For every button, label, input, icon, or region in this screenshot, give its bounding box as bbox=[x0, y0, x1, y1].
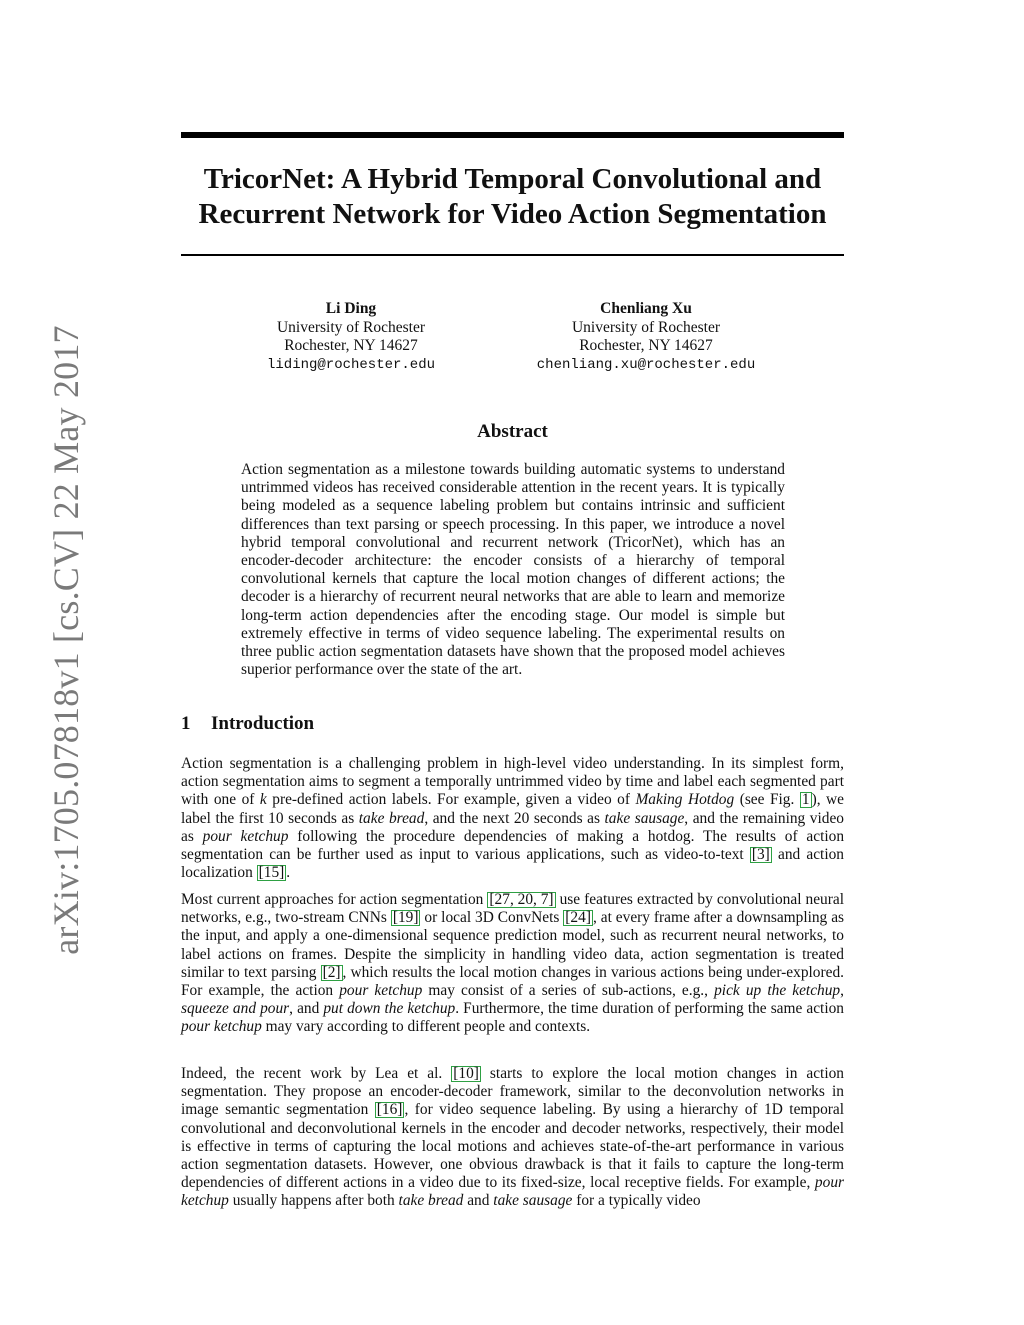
text-run: may consist of a series of sub-actions, e.g., bbox=[422, 982, 715, 1000]
author-block-2 bbox=[496, 300, 796, 374]
math-variable: k bbox=[259, 791, 267, 809]
citation-link[interactable]: [3] bbox=[751, 846, 770, 864]
citation-link[interactable]: [2] bbox=[322, 963, 341, 981]
text-run: for a typically video bbox=[572, 1192, 701, 1210]
author-name: Li Ding bbox=[325, 300, 377, 317]
author-affiliation: University of Rochester bbox=[276, 318, 426, 336]
citation-link[interactable]: [16] bbox=[376, 1101, 403, 1119]
text-run: Most current approaches for action segmentation bbox=[181, 891, 488, 908]
section-title: Introduction bbox=[211, 713, 315, 734]
section-number: 1 bbox=[181, 713, 191, 734]
intro-paragraph-3 bbox=[181, 1065, 844, 1211]
emphasis: pour ketchup bbox=[202, 827, 289, 845]
section-heading-introduction bbox=[181, 713, 314, 735]
title-line-2: Recurrent Network for Video Action Segmentation bbox=[198, 198, 827, 230]
text-run: , for video sequence labeling. By using a hierarchy of 1D temporal convolutional and deconvolutional kernels in the encoder and decoder networks, respectively, their model is effective in terms of capturing the local motions and achieves state-of-the-art performance in various action segmentation datasets. However, one obvious drawback is that it fails to capture the long-term dependencies of different actions in a video due to its fixed-size, local receptive fields. For example, bbox=[181, 1101, 844, 1192]
emphasis: take bread bbox=[358, 809, 425, 827]
citation-link[interactable]: [15] bbox=[258, 864, 285, 882]
title-rule-top bbox=[181, 132, 844, 138]
text-run: and action localization bbox=[181, 846, 844, 882]
text-run: or local 3D ConvNets bbox=[420, 909, 564, 927]
emphasis: Making Hotdog bbox=[635, 791, 735, 809]
emphasis: take sausage bbox=[604, 809, 685, 827]
title-line-1: TricorNet: A Hybrid Temporal Convolutional and bbox=[203, 163, 822, 195]
figure-link[interactable]: 1 bbox=[801, 791, 810, 809]
citation-link[interactable]: [27, 20, 7] bbox=[489, 891, 554, 908]
text-run: usually happens after both bbox=[228, 1192, 399, 1210]
text-run: pre-defined action labels. For example, given a video of bbox=[266, 791, 636, 809]
abstract-heading: Abstract bbox=[477, 421, 548, 442]
emphasis: pour ketchup bbox=[181, 1174, 844, 1210]
arxiv-identifier: arXiv:1705.07818v1 [cs.CV] 22 May 2017 bbox=[46, 325, 86, 955]
citation-link[interactable]: [19] bbox=[392, 909, 419, 927]
text-run: use features extracted by convolutional neural networks, e.g., two-stream CNNs bbox=[181, 891, 844, 927]
text-run: and bbox=[463, 1192, 494, 1210]
author-email[interactable]: liding@rochester.edu bbox=[266, 356, 436, 373]
text-run: Action segmentation is a challenging problem in high-level video understanding. In its simplest form, action segmentation aims to segment a temporally untrimmed video by time and label each segmented part with one of bbox=[181, 755, 844, 809]
emphasis: take sausage bbox=[493, 1192, 573, 1210]
intro-paragraph-2 bbox=[181, 891, 844, 1037]
paper-title bbox=[181, 162, 844, 232]
text-run: , which results the local motion changes in various actions being under-explored. For example, the action bbox=[181, 963, 844, 1000]
citation-link[interactable]: [10] bbox=[453, 1065, 479, 1082]
text-run: Indeed, the recent work by Lea et al. bbox=[181, 1065, 452, 1082]
text-run: . bbox=[286, 864, 291, 882]
text-run: (see Fig. bbox=[734, 791, 800, 809]
citation-link[interactable]: [24] bbox=[565, 909, 591, 927]
title-rule-bottom bbox=[181, 254, 844, 256]
emphasis: pour ketchup bbox=[339, 982, 423, 1000]
text-run: , and bbox=[289, 1000, 324, 1018]
text-run: may vary according to different people and contexts. bbox=[261, 1018, 591, 1036]
text-run: starts to explore the local motion changes in action segmentation. They propose an encoder-decoder framework, similar to the deconvolution networks in image semantic segmentation bbox=[181, 1065, 844, 1119]
text-run: , and the next 20 seconds as bbox=[424, 809, 605, 827]
text-run: following the procedure dependencies of making a hotdog. The results of action segmentation can be further used as input to various applications, such as video-to-text bbox=[181, 827, 845, 864]
emphasis: put down the ketchup bbox=[323, 1000, 456, 1018]
author-block-1 bbox=[201, 300, 501, 374]
intro-paragraph-1 bbox=[181, 755, 844, 882]
author-location: Rochester, NY 14627 bbox=[284, 337, 418, 354]
text-run: , bbox=[840, 982, 844, 1000]
text-run: ), we label the first 10 seconds as bbox=[181, 791, 844, 827]
author-email[interactable]: chenliang.xu@rochester.edu bbox=[536, 356, 756, 373]
abstract-text: Action segmentation as a milestone towards building automatic systems to understand untrimmed videos has received considerable attention in the recent years. It is typically being modeled as a sequence labeling problem but contains intrinsic and sufficient differences than text parsing or speech processing. In this paper, we introduce a novel hybrid temporal convolutional and recurrent network (TricorNet), which has an encoder-decoder architecture: the encoder consists of a hierarchy of temporal convolutional kernels that capture the local motion changes of different actions; the decoder is a hierarchy of recurrent neural networks that are able to learn and memorize long-term action dependencies after the encoding stage. Our model is simple but extremely effective in terms of video sequence labeling. The experimental results on three public action segmentation datasets have shown that the proposed model achieves superior performance over the state of the art. bbox=[241, 461, 785, 679]
author-location: Rochester, NY 14627 bbox=[579, 337, 713, 354]
emphasis: take bread bbox=[398, 1192, 464, 1210]
text-run: , at every frame after a downsampling as the input, and apply a one-dimensional sequence prediction model, such as recurrent neural networks, to label actions on frames. Despite the simplicity in handling video data, action segmentation is treated similar to text parsing bbox=[181, 909, 845, 981]
author-name: Chenliang Xu bbox=[600, 300, 692, 317]
author-affiliation: University of Rochester bbox=[571, 318, 721, 336]
text-run: , and the remaining video as bbox=[181, 809, 844, 845]
emphasis: pour ketchup bbox=[181, 1018, 262, 1036]
emphasis: pick up the ketchup bbox=[714, 982, 841, 1000]
text-run: . Furthermore, the time duration of performing the same action bbox=[455, 1000, 844, 1018]
emphasis: squeeze and pour bbox=[181, 1000, 290, 1018]
